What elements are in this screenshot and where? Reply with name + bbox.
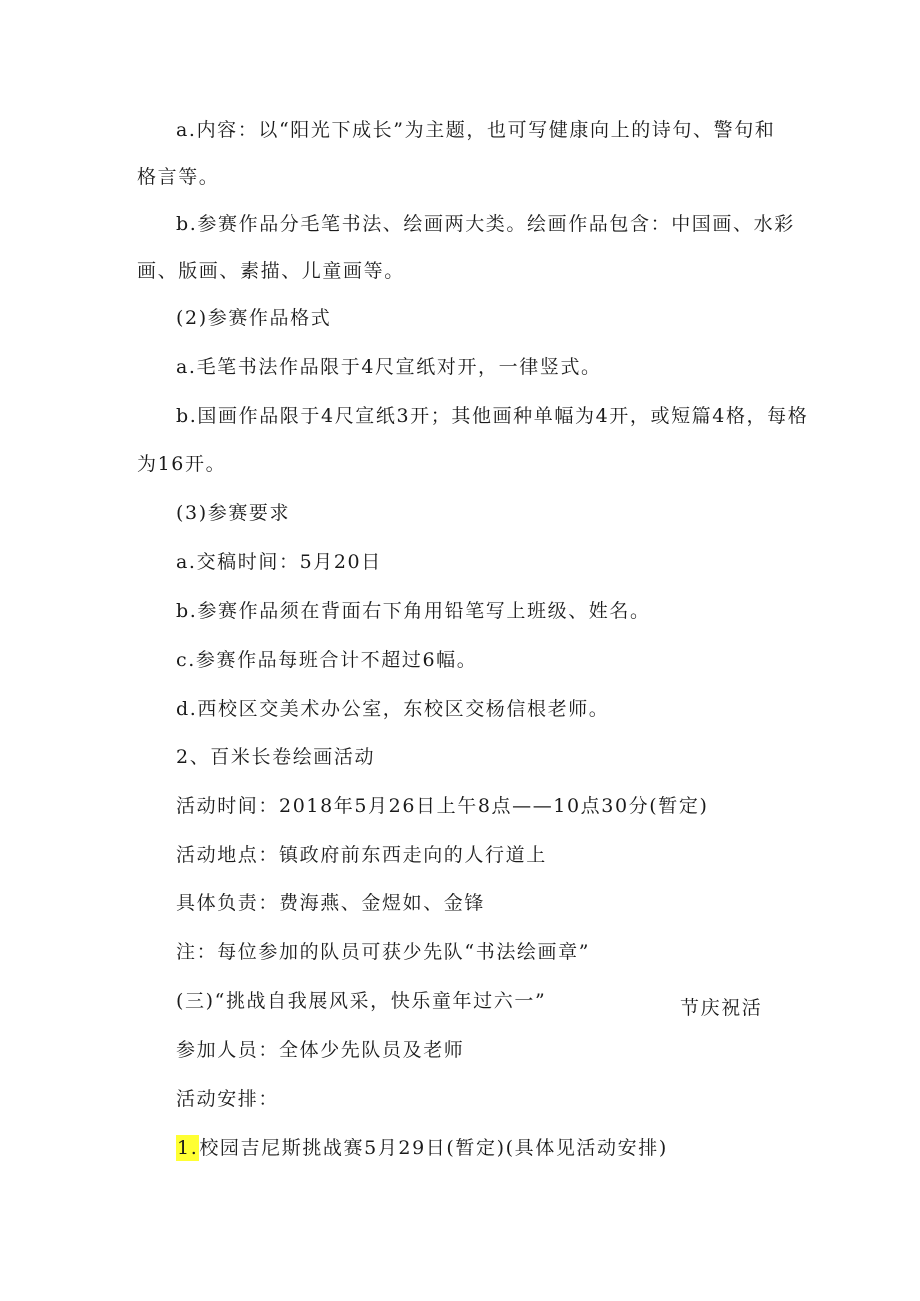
label-rule-line: b.参赛作品须在背面右下角用铅笔写上班级、姓名。 [176, 600, 651, 622]
calligraphy-format-line: a.毛笔书法作品限于4尺宣纸对开，一律竖式。 [176, 356, 602, 378]
floating-fragment-text: 节庆祝活 [680, 997, 763, 1019]
painting-format-line-2: 为16开。 [137, 453, 227, 475]
requirements-heading: (3)参赛要求 [176, 502, 291, 524]
format-heading: (2)参赛作品格式 [176, 307, 332, 329]
participants-line: 参加人员：全体少先队员及老师 [176, 1039, 465, 1061]
arrangement-heading: 活动安排： [176, 1088, 280, 1110]
responsible-persons-line: 具体负责：费海燕、金煜如、金锋 [176, 892, 486, 914]
guinness-challenge-line [176, 1136, 668, 1160]
content-rule-line-2: 格言等。 [137, 166, 220, 188]
category-rule-line-1: b.参赛作品分毛笔书法、绘画两大类。绘画作品包含：中国画、水彩 [176, 213, 795, 235]
category-rule-line-2: 画、版画、素描、儿童画等。 [137, 260, 405, 282]
note-line: 注：每位参加的队员可获少先队“书法绘画章” [176, 941, 591, 963]
submission-place-line: d.西校区交美术办公室，东校区交杨信根老师。 [176, 698, 610, 720]
content-rule-line-1: a.内容：以“阳光下成长”为主题，也可写健康向上的诗句、警句和 [176, 119, 776, 141]
painting-format-line-1: b.国画作品限于4尺宣纸3开；其他画种单幅为4开，或短篇4格，每格 [176, 405, 809, 427]
scroll-activity-heading: 2、百米长卷绘画活动 [176, 746, 376, 768]
deadline-line: a.交稿时间：5月20日 [176, 551, 382, 573]
quantity-rule-line: c.参赛作品每班合计不超过6幅。 [176, 649, 478, 671]
guinness-challenge-text: 校园吉尼斯挑战赛5月29日(暂定)(具体见活动安排) [199, 1137, 668, 1159]
challenge-section-heading: (三)“挑战自我展风采，快乐童年过六一” [176, 990, 547, 1012]
activity-location-line: 活动地点：镇政府前东西走向的人行道上 [176, 844, 547, 866]
activity-time-line: 活动时间：2018年5月26日上午8点——10点30分(暂定) [176, 795, 709, 817]
highlighted-list-number: 1. [177, 1137, 199, 1159]
